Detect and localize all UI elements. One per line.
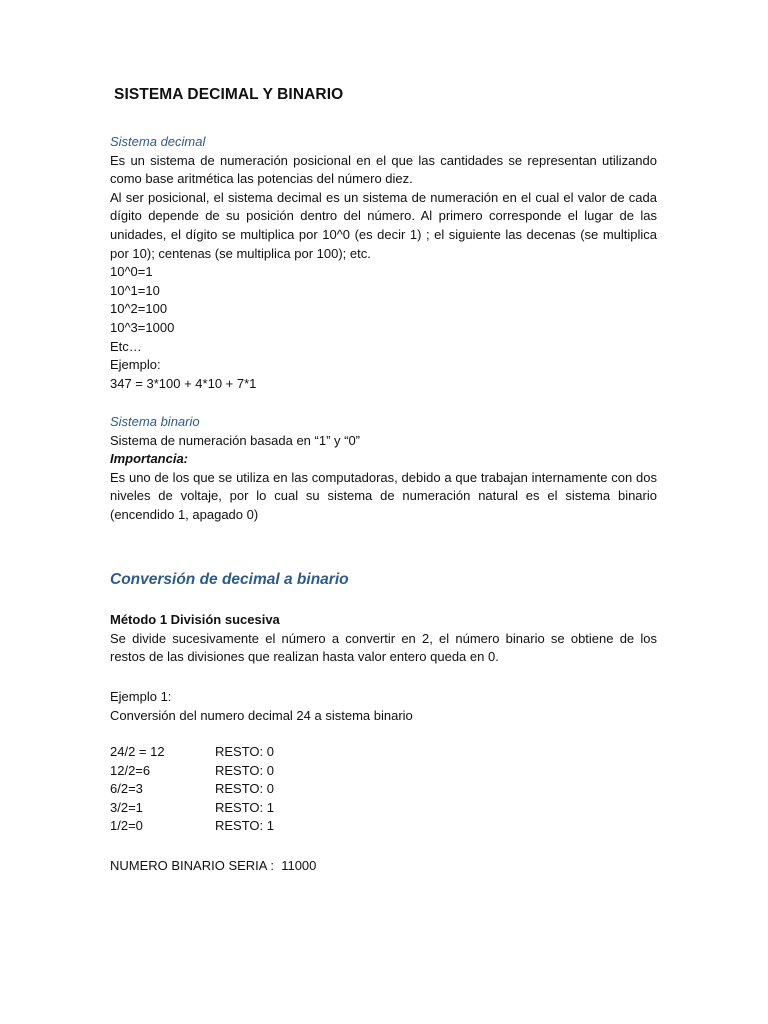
example-label: Ejemplo: <box>110 357 161 373</box>
example-title: Ejemplo 1: <box>110 689 172 704</box>
example-description: Conversión del numero decimal 24 a sistema binario <box>110 707 413 723</box>
method-text: Se divide sucesivamente el número a convertir en 2, el número binario se obtiene de los restos de las divisiones que realizan hasta valor entero queda en 0. <box>110 630 657 665</box>
result-section <box>110 857 657 876</box>
division-row <box>110 817 657 836</box>
power-line: 10^3=1000 <box>110 319 175 335</box>
division-row <box>110 799 657 818</box>
division-cell: 12/2=6 <box>110 762 151 778</box>
conversion-heading-block <box>110 571 657 590</box>
decimal-paragraph-1: Es un sistema de numeración posicional en el que las cantidades se representan utilizando como base aritmética las potencias del número diez. <box>110 152 657 187</box>
division-row <box>110 780 657 799</box>
decimal-section <box>110 133 657 393</box>
power-line: 10^0=1 <box>110 264 153 280</box>
power-line: 10^1=10 <box>110 282 160 298</box>
division-row <box>110 762 657 781</box>
method-title: Método 1 División sucesiva <box>110 612 280 627</box>
resto-cell: RESTO: 0 <box>215 762 275 778</box>
document-title: SISTEMA DECIMAL Y BINARIO <box>114 86 344 103</box>
resto-cell: RESTO: 0 <box>215 781 275 797</box>
importance-text: Es uno de los que se utiliza en las computadoras, debido a que trabajan internamente con dos niveles de voltaje, por lo cual su sistema de numeración natural es el sistema binario (encendido 1, apagado 0) <box>110 469 657 522</box>
division-row <box>110 743 657 762</box>
division-cell: 6/2=3 <box>110 781 143 797</box>
power-line-etc: Etc… <box>110 338 142 354</box>
power-line: 10^2=100 <box>110 301 168 317</box>
binary-description: Sistema de numeración basada en “1” y “0” <box>110 432 361 448</box>
decimal-heading: Sistema decimal <box>110 134 206 149</box>
resto-cell: RESTO: 1 <box>215 799 275 815</box>
division-cell: 24/2 = 12 <box>110 744 165 759</box>
resto-cell: RESTO: 0 <box>215 744 275 759</box>
binary-heading: Sistema binario <box>110 414 200 429</box>
division-cell: 3/2=1 <box>110 799 143 815</box>
decimal-paragraph-2: Al ser posicional, el sistema decimal es un sistema de numeración en el cual el valor de cada dígito depende de su posición dentro del número. Al primero corresponde el lugar de las unidades, el dígito se multiplica por 10^0 (es decir 1) ; el siguiente las decenas (se multiplica por 10); centenas (se multiplica por 100); etc. <box>110 189 657 261</box>
division-table <box>110 743 657 836</box>
method-section <box>110 611 657 667</box>
conversion-heading: Conversión de decimal a binario <box>110 571 349 588</box>
binary-result: NUMERO BINARIO SERIA : 11000 <box>110 858 317 873</box>
example-value: 347 = 3*100 + 4*10 + 7*1 <box>110 375 257 391</box>
resto-cell: RESTO: 1 <box>215 818 275 834</box>
importance-label: Importancia: <box>110 451 189 467</box>
binary-section <box>110 413 657 525</box>
example-section <box>110 688 657 725</box>
division-cell: 1/2=0 <box>110 818 143 834</box>
